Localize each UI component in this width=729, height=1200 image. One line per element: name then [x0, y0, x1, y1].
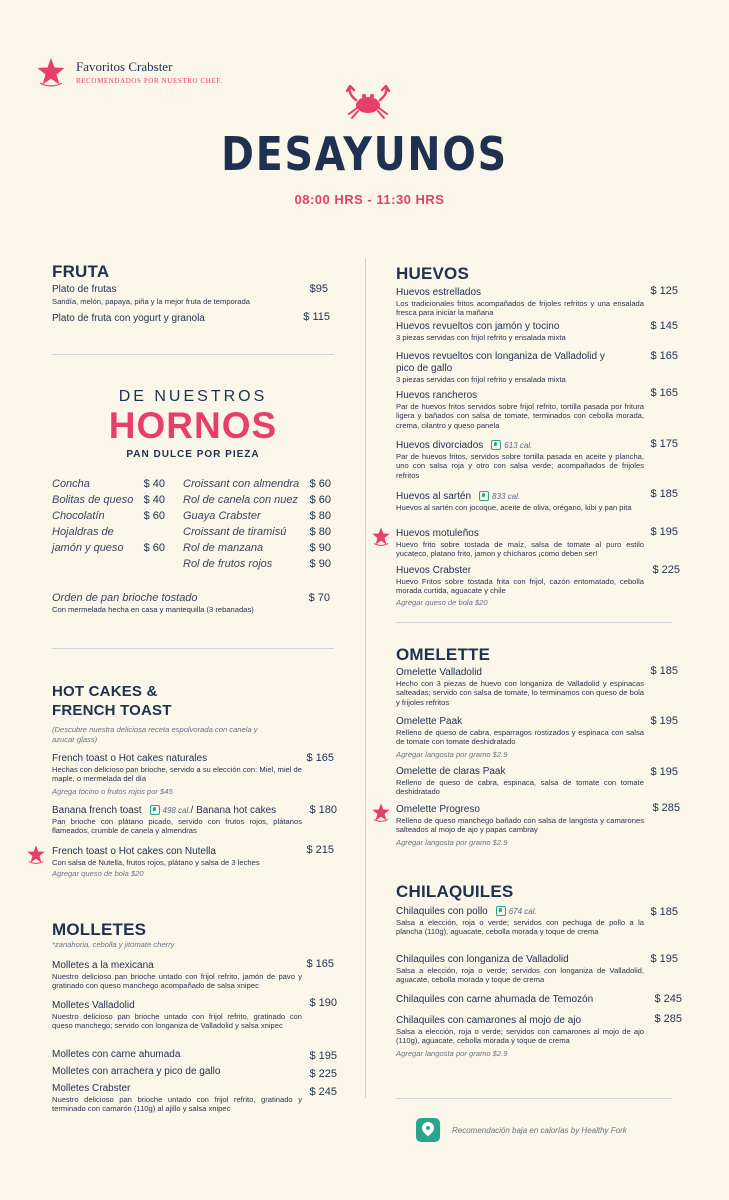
item-name-text: Huevos divorciados: [396, 440, 484, 451]
section-title-molletes: MOLLETES: [52, 920, 147, 939]
item-price: $ 195: [650, 953, 678, 965]
item-price: $ 165: [306, 752, 334, 764]
section-title-hotcakes: HOT CAKES &: [52, 683, 158, 700]
menu-item: [396, 766, 644, 797]
pan-item: Rol de manzana: [183, 542, 264, 554]
item-desc: 3 piezas servidas con frijol refrito y ensalada mixta: [396, 375, 566, 384]
star-icon: [370, 802, 392, 824]
menu-item: [396, 321, 644, 342]
menu-item: [396, 994, 644, 1006]
pan-item: Croissant con almendra: [183, 478, 300, 490]
item-desc: Huevo frito sobre tostada de maíz, salsa de tomate al puro estilo yucateco, platano frito, jamon y chícharos ¡como deben ser!: [396, 540, 644, 559]
item-price: $ 245: [309, 1086, 337, 1098]
menu-item: [396, 667, 644, 707]
menu-item: [52, 284, 302, 306]
divider: [52, 354, 334, 355]
item-name: Chilaquiles con longaniza de Valladolid: [396, 954, 569, 965]
item-name-text: Chilaquiles con pollo: [396, 906, 488, 917]
item-extra: Agregar langosta por gramo $2.9: [396, 749, 508, 759]
divider: [52, 648, 334, 649]
item-name: Plato de frutas: [52, 284, 117, 295]
pan-price: $ 80: [309, 510, 331, 522]
item-desc: Nuestro delicioso pan brioche untado con frijol refrito, gratinado y terminado con camarón (110g) al ajillo y salsa xnipec: [52, 1095, 302, 1114]
item-desc: Salsa a elección, roja o verde; servidos con pechuga de pollo a la plancha (110g), aguacate, cebolla morada y toque de crema: [396, 918, 644, 937]
item-name: French toast o Hot cakes naturales: [52, 753, 208, 764]
item-desc: Los tradicionales fritos acompañados de frijoles refritos y una ensalada fresca para iniciar la mañana: [396, 299, 644, 318]
item-price: $ 165: [306, 958, 334, 970]
item-price: $ 185: [650, 665, 678, 677]
item-desc: Huevo Fritos sobre tostada frita con frijol, cazón entomatado, cebolla morada curtida, aguacate y chile: [396, 577, 644, 596]
item-price: $ 245: [654, 993, 682, 1005]
hornos-subtitle: PAN DULCE POR PIEZA: [126, 449, 260, 460]
item-name-text: Banana french toast: [52, 805, 142, 816]
pan-item: Chocolatín: [52, 510, 105, 522]
menu-item: [396, 390, 644, 430]
calorie-icon: [150, 805, 160, 815]
item-price: $ 115: [303, 311, 330, 323]
menu-item: [396, 906, 644, 937]
menu-item: [396, 440, 644, 480]
pan-price: $ 60: [143, 542, 165, 554]
section-note: *zanahoria, cebolla y jitomate cherry: [52, 940, 175, 949]
item-name-text: Huevos al sartén: [396, 491, 472, 502]
menu-item: [396, 287, 644, 318]
item-name: [396, 906, 644, 918]
pan-price: $ 40: [143, 494, 165, 506]
pan-item: Rol de canela con nuez: [183, 494, 298, 506]
section-title-omelette: OMELETTE: [396, 645, 491, 664]
pan-item: Bolitas de queso: [52, 494, 134, 506]
section-title-chilaquiles: CHILAQUILES: [396, 882, 514, 901]
item-desc: Hechas con delicioso pan brioche, servido a su elección con: Miel, miel de maple, o mermelada del día: [52, 765, 302, 784]
favoritos-subtitle: RECOMENDADOS POR NUESTRO CHEF.: [76, 77, 223, 85]
pan-prices-right: [296, 476, 331, 572]
footer-note: Recomendación baja en calorías by Healthy Fork: [452, 1126, 627, 1135]
item-price: $ 215: [306, 844, 334, 856]
item-name: Huevos motuleños: [396, 528, 479, 539]
hornos-pre: DE NUESTROS: [118, 388, 268, 405]
item-price: $ 190: [309, 997, 337, 1009]
item-name: Huevos rancheros: [396, 390, 478, 401]
pan-price: $ 40: [143, 478, 165, 490]
item-name: Molletes Crabster: [52, 1083, 131, 1094]
menu-item: [52, 960, 302, 991]
pan-price: $ 60: [309, 494, 331, 506]
menu-item: [52, 1083, 302, 1114]
pan-price: $ 60: [309, 478, 331, 490]
menu-item: [396, 351, 616, 384]
pan-item: Concha: [52, 478, 90, 490]
pan-item: Croissant de tiramisú: [183, 526, 287, 538]
calorie-count: 674 cal.: [508, 907, 537, 916]
calorie-count: 498 cal.: [162, 806, 191, 815]
item-desc: Par de huevos fritos, servidos sobre tortilla pasada en aceite y plancha, uno con salsa roja y otro con salsa verde; acompañados de frijoles refritos: [396, 452, 644, 480]
divider: [396, 622, 672, 623]
item-price: $ 145: [650, 320, 678, 332]
item-price: $ 165: [650, 387, 678, 399]
pan-item: jamón y queso: [52, 542, 124, 554]
item-name: Omelette Valladolid: [396, 667, 482, 678]
pan-item: Rol de frutos rojos: [183, 558, 273, 570]
hours: 08:00 HRS - 11:30 HRS: [294, 192, 445, 207]
item-name: Omelette de claras Paak: [396, 766, 506, 777]
item-name: Chilaquiles con carne ahumada de Temozón: [396, 994, 594, 1005]
calorie-icon: [496, 906, 506, 916]
item-name: Molletes con carne ahumada: [52, 1049, 181, 1060]
item-extra: Agregar langosta por gramo $2.9: [396, 1048, 508, 1058]
pan-item: Guaya Crabster: [183, 510, 261, 522]
item-name: French toast o Hot cakes con Nutella: [52, 846, 216, 857]
item-desc: Salsa a elección, roja o verde; servidos con longaniza de Valladolid, aguacate, cebolla morada y toque de crema: [396, 966, 644, 985]
item-desc: Nuestro delicioso pan brioche untado con frijol refrito, gratinado con queso manchego; servido con longaniza de Valladolid y salsa xnipec: [52, 1012, 302, 1031]
pan-price: $ 60: [143, 510, 165, 522]
item-name: Omelette Paak: [396, 716, 463, 727]
item-desc: Nuestro delicioso pan brioche untado con frijol refrito, jamón de pavo y gratinado con queso manchego acompañado de salsa xnipec: [52, 972, 302, 991]
menu-item: [52, 805, 302, 836]
item-name: [396, 440, 644, 452]
menu-item: [52, 753, 302, 797]
item-price: $95: [309, 283, 328, 295]
divider: [396, 1098, 672, 1099]
item-price: $ 180: [309, 804, 337, 816]
menu-item: [52, 1066, 302, 1078]
item-extra: Agrega tocino o frutos rojos por $45: [52, 786, 173, 796]
item-price: $ 225: [652, 564, 680, 576]
calorie-icon: [491, 440, 501, 450]
item-desc: Par de huevos fritos servidos sobre frijol refrito, tortilla pasada por fritura ligera y bañados con salsa de tomate, terminados con cebolla morada, crema, cilantro y queso panela: [396, 402, 644, 430]
menu-item: [396, 491, 644, 512]
item-price: $ 285: [652, 802, 680, 814]
item-price: $ 185: [650, 906, 678, 918]
pan-item: Hojaldras de: [52, 526, 114, 538]
item-desc: Salsa a elección, roja o verde; servidos con camarones al mojo de ajo (110g), aguacate, cebolla morada y toque de crema: [396, 1027, 644, 1046]
pan-prices-left: [130, 476, 165, 556]
item-price: $ 70: [308, 592, 330, 604]
hornos-title: HORNOS: [108, 405, 278, 446]
item-price: $ 195: [650, 766, 678, 778]
favoritos-title: Favoritos Crabster: [76, 59, 173, 74]
star-icon: [25, 844, 47, 866]
item-desc: Con mermelada hecha en casa y mantequilla (3 rebanadas): [52, 605, 254, 614]
star-icon: [34, 56, 68, 90]
healthy-fork-icon: [416, 1118, 440, 1142]
pan-price: $ 90: [309, 542, 331, 554]
calorie-count: 833 cal.: [492, 492, 521, 501]
item-name: Chilaquiles con camarones al mojo de ajo: [396, 1015, 582, 1026]
pan-price: $ 80: [309, 526, 331, 538]
item-name: Huevos estrellados: [396, 287, 482, 298]
item-price: $ 195: [650, 715, 678, 727]
menu-item: [52, 846, 302, 879]
item-price: $ 185: [650, 488, 678, 500]
item-desc: Sandía, melón, papaya, piña y la mejor fruta de temporada: [52, 297, 250, 306]
column-divider: [365, 258, 366, 1098]
item-desc: Relleno de queso manchego bañado con salsa de langosta y camarones salteados al mojo de ajo y papas cambray: [396, 816, 644, 835]
item-price: $ 195: [650, 526, 678, 538]
section-title-huevos: HUEVOS: [396, 264, 469, 283]
item-name: Omelette Progreso: [396, 804, 480, 815]
crab-icon: [344, 82, 392, 122]
item-name-text: / Banana hot cakes: [190, 805, 277, 816]
menu-item: [52, 1049, 302, 1061]
pan-price: $ 90: [309, 558, 331, 570]
page-title: DESAYUNOS: [221, 127, 508, 181]
item-name: [396, 491, 644, 503]
menu-item: [396, 528, 644, 559]
item-desc: Relleno de queso de cabra, espinaca, salsa de tomate con tomate deshidratado: [396, 778, 644, 797]
calorie-icon: [479, 491, 489, 501]
menu-item: [396, 716, 644, 760]
menu-item: [396, 804, 644, 848]
item-desc: Huevos al sartén con jocoque, aceite de oliva, orégano, kibi y pan pita: [396, 503, 632, 512]
section-note: (Descubre nuestra deliciosa receta espolvorada con canela y azucar glass): [52, 725, 258, 744]
menu-item: [396, 565, 644, 608]
item-name: Molletes con arrachera y pico de gallo: [52, 1066, 221, 1077]
item-desc: Hecho con 3 piezas de huevo con longaniza de Valladolid y espinacas salteadas; servido con salsa de tomate, lo terminamos con queso de bola y frijoles refritos: [396, 679, 644, 707]
item-extra: Agregar queso de bola $20: [52, 869, 144, 879]
item-price: $ 165: [650, 350, 678, 362]
item-price: $ 195: [309, 1050, 337, 1062]
item-name: Orden de pan brioche tostado: [52, 592, 198, 604]
item-desc: Con salsa de Nutella, frutos rojos, plátano y salsa de 3 leches: [52, 858, 260, 867]
pan-price: [130, 524, 165, 540]
item-price: $ 175: [650, 438, 678, 450]
item-price: $ 125: [650, 285, 678, 297]
menu-item: [52, 313, 302, 325]
menu-item: [52, 592, 312, 614]
item-name: Molletes a la mexicana: [52, 960, 154, 971]
item-price: $ 285: [654, 1013, 682, 1025]
menu-item: [52, 1000, 302, 1031]
item-extra: Agregar langosta por gramo $2.9: [396, 837, 508, 847]
menu-item: [396, 954, 644, 985]
pan-list-right: [183, 476, 303, 572]
item-name: Molletes Valladolid: [52, 1000, 135, 1011]
section-title-french-toast: FRENCH TOAST: [52, 702, 172, 719]
item-name: Plato de fruta con yogurt y granola: [52, 313, 205, 324]
section-title-fruta: FRUTA: [52, 262, 110, 281]
item-desc: Pan brioche con plátano picado, servido con frutos rojos, plátanos flameados, crumble de canela y almendras: [52, 817, 302, 836]
calorie-count: 613 cal.: [504, 441, 533, 450]
item-desc: Relleno de queso de cabra, esparragos rostizados y espinaca con salsa de tomate con tomate deshidratado: [396, 728, 644, 747]
item-price: $ 225: [309, 1068, 337, 1080]
item-extra: Agregar queso de bola $20: [396, 597, 488, 607]
item-desc: 3 piezas servidas con frijol refrito y ensalada mixta: [396, 333, 566, 342]
item-name: Huevos Crabster: [396, 565, 472, 576]
star-icon: [370, 526, 392, 548]
item-name: Huevos revueltos con jamón y tocino: [396, 321, 560, 332]
item-name: [52, 805, 302, 817]
menu-item: [396, 1015, 644, 1059]
item-name: Huevos revueltos con longaniza de Valladolid y pico de gallo: [396, 351, 605, 374]
